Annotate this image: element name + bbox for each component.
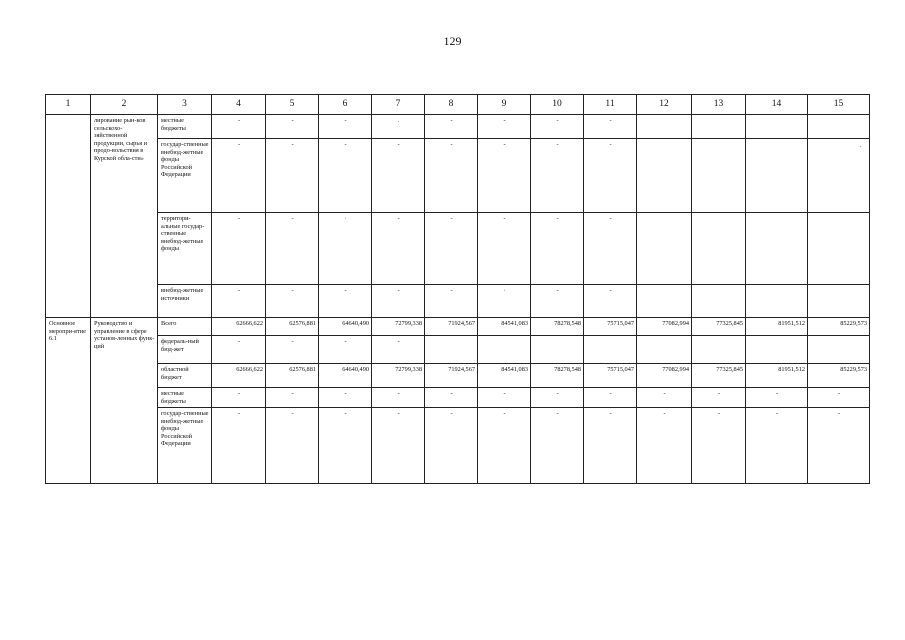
value-cell	[746, 115, 808, 139]
funding-source-cell: государ-ственные внебюд-жетные фонды Российской Федерации	[158, 139, 212, 213]
value-cell	[808, 285, 870, 318]
value-cell: -	[212, 388, 266, 408]
value-cell	[808, 213, 870, 285]
value-cell	[746, 213, 808, 285]
value-cell	[692, 115, 746, 139]
value-cell: -	[266, 139, 319, 213]
value-cell: -	[212, 408, 266, 484]
value-cell: -	[478, 408, 531, 484]
value-cell: -	[425, 408, 478, 484]
value-cell: -	[637, 388, 692, 408]
value-cell: 75715,047	[584, 318, 637, 336]
value-cell: -	[692, 408, 746, 484]
column-header: 6	[319, 95, 372, 115]
value-cell	[746, 336, 808, 364]
value-cell	[692, 336, 746, 364]
funding-source-cell: областной бюджет	[158, 364, 212, 388]
value-cell: -	[212, 139, 266, 213]
value-cell: -	[478, 139, 531, 213]
value-cell: -	[808, 388, 870, 408]
value-cell: -	[266, 213, 319, 285]
column-header: 3	[158, 95, 212, 115]
value-cell: -	[212, 336, 266, 364]
column-header: 4	[212, 95, 266, 115]
value-cell: -	[746, 408, 808, 484]
value-cell	[425, 336, 478, 364]
budget-table	[45, 94, 870, 484]
value-cell: 71924,567	[425, 364, 478, 388]
table-row	[46, 364, 870, 388]
value-cell	[637, 115, 692, 139]
value-cell: ·	[319, 213, 372, 285]
value-cell: -	[425, 388, 478, 408]
column-header: 15	[808, 95, 870, 115]
funding-source-cell: местные бюджеты	[158, 115, 212, 139]
value-cell	[531, 336, 584, 364]
value-cell: -	[212, 213, 266, 285]
value-cell: -	[692, 388, 746, 408]
value-cell: -	[531, 285, 584, 318]
value-cell	[746, 285, 808, 318]
value-cell: -	[584, 408, 637, 484]
value-cell: -	[531, 139, 584, 213]
value-cell	[637, 285, 692, 318]
value-cell	[746, 139, 808, 213]
column-header: 14	[746, 95, 808, 115]
activity-code-cell	[46, 115, 91, 318]
value-cell: -	[212, 115, 266, 139]
value-cell	[692, 285, 746, 318]
funding-source-cell: государ-ственные внебюд-жетные фонды Российской Федерации	[158, 408, 212, 484]
value-cell: 84541,083	[478, 364, 531, 388]
value-cell: .	[372, 115, 425, 139]
header-row	[46, 95, 870, 115]
value-cell: 81951,512	[746, 318, 808, 336]
value-cell: 62576,881	[266, 318, 319, 336]
value-cell: 84541,083	[478, 318, 531, 336]
value-cell	[808, 336, 870, 364]
value-cell: -	[372, 213, 425, 285]
value-cell: 64640,490	[319, 364, 372, 388]
funding-source-cell: внебюд-жетные источники	[158, 285, 212, 318]
table-row	[46, 318, 870, 336]
value-cell: -	[372, 285, 425, 318]
column-header: 9	[478, 95, 531, 115]
activity-code-cell: Основное меропри-ятие 6.1	[46, 318, 91, 484]
value-cell	[692, 213, 746, 285]
table-row	[46, 336, 870, 364]
value-cell: 77082,994	[637, 318, 692, 336]
column-header: 1	[46, 95, 91, 115]
activity-name-cell: лирование рын-ков сельскохо-зяйственной продукции, сырья и продо-вольствия в Курской обла-сти»	[91, 115, 158, 318]
value-cell: ·	[478, 285, 531, 318]
column-header: 11	[584, 95, 637, 115]
value-cell: -	[372, 139, 425, 213]
value-cell: -	[372, 408, 425, 484]
column-header: 2	[91, 95, 158, 115]
value-cell	[584, 336, 637, 364]
column-header: 7	[372, 95, 425, 115]
value-cell: -	[584, 285, 637, 318]
value-cell: -	[584, 139, 637, 213]
value-cell: -	[478, 115, 531, 139]
value-cell: 85229,573	[808, 364, 870, 388]
value-cell: 62666,622	[212, 364, 266, 388]
value-cell: -	[746, 388, 808, 408]
funding-source-cell: местные бюджеты	[158, 388, 212, 408]
value-cell: -	[319, 139, 372, 213]
value-cell: 77325,845	[692, 318, 746, 336]
value-cell: -	[212, 285, 266, 318]
table-row	[46, 115, 870, 139]
value-cell: -	[319, 388, 372, 408]
column-header: 12	[637, 95, 692, 115]
value-cell: 62666,622	[212, 318, 266, 336]
value-cell	[637, 213, 692, 285]
value-cell	[808, 139, 870, 213]
funding-source-cell: Всего	[158, 318, 212, 336]
value-cell: -	[425, 139, 478, 213]
value-cell: -	[319, 408, 372, 484]
table-row	[46, 285, 870, 318]
value-cell: -	[531, 408, 584, 484]
value-cell: 72799,338	[372, 318, 425, 336]
value-cell: 62576,881	[266, 364, 319, 388]
activity-name-cell: Руководство и управление в сфере установ-ленных функ-ций	[91, 318, 158, 484]
column-header: 5	[266, 95, 319, 115]
value-cell	[692, 139, 746, 213]
value-cell: 78278,548	[531, 318, 584, 336]
table-row	[46, 388, 870, 408]
value-cell: 75715,047	[584, 364, 637, 388]
table-row	[46, 408, 870, 484]
value-cell: -	[266, 336, 319, 364]
value-cell	[637, 139, 692, 213]
value-cell: -	[584, 213, 637, 285]
column-header: 8	[425, 95, 478, 115]
page-number: 129	[443, 34, 462, 48]
value-cell: 78278,548	[531, 364, 584, 388]
value-cell: -	[319, 336, 372, 364]
value-cell: -	[372, 336, 425, 364]
value-cell: -	[266, 285, 319, 318]
value-cell: -	[584, 388, 637, 408]
value-cell: 72799,338	[372, 364, 425, 388]
value-cell: -	[266, 388, 319, 408]
value-cell: -	[266, 408, 319, 484]
value-cell: -	[425, 213, 478, 285]
value-cell: -	[372, 388, 425, 408]
value-cell: -	[425, 115, 478, 139]
value-cell: -	[478, 388, 531, 408]
value-cell: -	[319, 285, 372, 318]
stray-mark: .	[860, 143, 862, 149]
value-cell: -	[808, 408, 870, 484]
value-cell: 71924,567	[425, 318, 478, 336]
value-cell: 77325,845	[692, 364, 746, 388]
value-cell: -	[319, 115, 372, 139]
value-cell: -	[531, 115, 584, 139]
value-cell: -	[478, 213, 531, 285]
table-row	[46, 213, 870, 285]
value-cell: 64640,490	[319, 318, 372, 336]
value-cell: -	[531, 213, 584, 285]
value-cell: -	[637, 408, 692, 484]
value-cell	[808, 115, 870, 139]
value-cell: -	[584, 115, 637, 139]
value-cell: 85229,573	[808, 318, 870, 336]
table-row	[46, 139, 870, 213]
funding-source-cell: территори-альные государ-ственные внебюд-жетные фонды	[158, 213, 212, 285]
value-cell: -	[425, 285, 478, 318]
funding-source-cell: федераль-ный бюд-жет	[158, 336, 212, 364]
value-cell: -	[531, 388, 584, 408]
value-cell: 77082,994	[637, 364, 692, 388]
column-header: 10	[531, 95, 584, 115]
value-cell: 81951,512	[746, 364, 808, 388]
value-cell	[478, 336, 531, 364]
value-cell	[637, 336, 692, 364]
column-header: 13	[692, 95, 746, 115]
value-cell: -	[266, 115, 319, 139]
